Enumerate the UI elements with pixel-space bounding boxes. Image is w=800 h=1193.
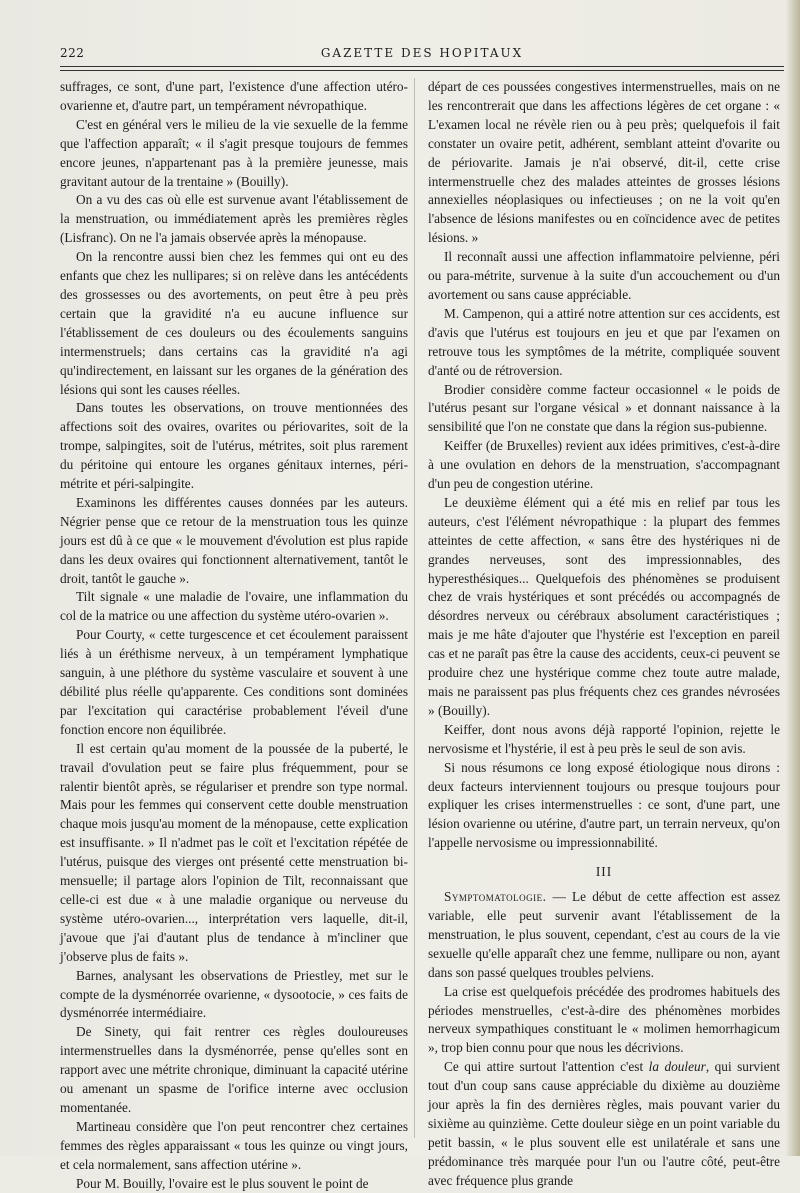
paragraph: Le deuxième élément qui a été mis en relief par tous les auteurs, c'est l'élément névropathique : la plupart des femmes atteintes de cette affection, « sans être des hystériques ni de grandes nerveuses, sont des impressionnables, des hyperesthésiques... Quelquefois des phénomènes se produisent chez de vrais hystériques et sont précédés ou accompagnés de désordres nerveux ou cérébraux absolument caractéristiques ; mais je me hâte d'ajouter que l'hystérie est l'exception en pareil cas et ne paraît pas être la cause des accidents, ceux-ci peuvent se produire chez une hystérique comme chez toute autre malade, mais ne paraissent pas plus fréquents chez ces grandes névrosées » (Bouilly). — [428, 494, 780, 718]
section-heading: Symptomatologie. — [444, 889, 547, 905]
page-header — [60, 46, 784, 64]
paragraph: C'est en général vers le milieu de la vie sexuelle de la femme que l'affection apparaît; « il s'agit presque toujours de femmes encore jeunes, n'appartenant pas à la première jeunesse, mais gravitant autour de la trentaine » (Bouilly). — [60, 116, 408, 189]
page-number: 222 — [60, 46, 85, 60]
paragraph-text: Ce qui attire surtout l'attention c'est — [444, 1059, 649, 1075]
paragraph: La crise est quelquefois précédée des prodromes habituels des périodes menstruelles, c'est-à-dire des phénomènes morbides nerveux sympathiques constituant le « molimen hemorrhagicum », trop bien connu pour que nous les décrivions. — [428, 983, 780, 1056]
paragraph: Pour M. Bouilly, l'ovaire est le plus souvent le point de — [76, 1175, 369, 1191]
paragraph: M. Campenon, qui a attiré notre attention sur ces accidents, est d'avis que l'utérus est toujours en jeu et que par l'examen on retrouve tous les symptômes de la métrite, compliquée souvent d'anté ou de rétroversion. — [428, 305, 780, 378]
paragraph: Il reconnaît aussi une affection inflammatoire pelvienne, péri ou para-métrite, survenue à la suite d'un accouchement ou d'un avortement ou sans cause appréciable. — [428, 249, 780, 302]
paragraph: Tilt signale « une maladie de l'ovaire, une inflammation du col de la matrice ou une affection du système utéro-ovarien ». — [60, 589, 408, 624]
paragraph-text: — Le début de cette affection est assez variable, elle peut survenir avant l'établissement de la menstruation, le plus souvent, cependant, c'est au cours de la vie sexuelle qu'elle apparaît chez une femme, nullipare ou non, ayant dans son passé quelques troubles pelviens. — [428, 889, 780, 980]
paragraph — [428, 1058, 780, 1190]
page-edge — [786, 0, 800, 1156]
paragraph: De Sinety, qui fait rentrer ces règles douloureuses intermenstruelles dans la dysménorrée, pense qu'elles sont en rapport avec une métrite chronique, diminuant la capacité utérine ou amenant un spasme de l'orifice interne avec occlusion momentanée. — [60, 1024, 408, 1115]
column-divider — [414, 78, 415, 1138]
paragraph: Martineau considère que l'on peut rencontrer chez certaines femmes des règles apparaissant « tous les quinze ou vingt jours, et cela normalement, sans affection utérine ». — [60, 1118, 408, 1172]
header-rule-bottom — [60, 70, 784, 71]
paragraph: Si nous résumons ce long exposé étiologique nous dirons : deux facteurs interviennent toujours ou presque toujours pour expliquer les crises intermenstruelles : ce sont, d'une part, une lésion ovarienne ou utérine, d'autre part, un terrain nerveux, qu'on l'appelle nervosisme ou impressionnabilité. — [428, 759, 780, 851]
paragraph-text: , qui survient tout d'un coup sans cause appréciable du dixième au douzième jour après la fin des dernières règles, mais pouvant varier du sixième au quinzième. Cette douleur siège en un point variable du petit bassin, « le plus souvent elle est unilatérale et sans une prédominance très marquée pour l'un ou l'autre côté, peut-être avec fréquence plus grande — [428, 1059, 780, 1188]
paragraph: Dans toutes les observations, on trouve mentionnées des affections soit des ovaires, ovarites ou périovarites, soit de la trompe, salpingites, soit de l'utérus, métrites, soit plus rarement du péritoine qui entoure les organes génitaux internes, péri-métrite et péri-salpingite. — [60, 400, 408, 492]
left-column — [60, 78, 408, 1191]
paragraph: Keiffer (de Bruxelles) revient aux idées primitives, c'est-à-dire à une ovulation en dehors de la menstruation, s'accompagnant d'un peu de congestion utérine. — [428, 438, 780, 492]
paragraph: Barnes, analysant les observations de Priestley, met sur le compte de la dysménorrée ovarienne, « dysootocie, » ces faits de dysménorrée intermédiaire. — [60, 967, 408, 1021]
paragraph: départ de ces poussées congestives intermenstruelles, mais on ne les rencontrerait que dans les affections légères de cet organe : « L'examen local ne révèle rien ou à peu près; quelquefois il fait constater un ovaire petit, adhérent, semblant atteint d'ovarite ou de périovarite. Jamais je n'ai observé, dit-il, cette crise intermenstruelle chez des malades atteintes de grosses lésions annexielles néoplasiques ou infectieuses ; on ne la voit qu'en l'absence de lésions manifestes ou en coïncidence avec de petites lésions. » — [428, 79, 780, 246]
paragraph: On a vu des cas où elle est survenue avant l'établissement de la menstruation, ou immédiatement après les premières règles (Lisfranc). On ne l'a jamais observée après la ménopause. — [60, 192, 408, 246]
paragraph — [428, 888, 780, 983]
paragraph: Examinons les différentes causes données par les auteurs. Négrier pense que ce retour de la menstruation tous les quinze jours est dû à ce que « le mouvement d'évolution est plus rapide dans les deux ovaires qui fonctionnent alternativement, tantôt le droit, tantôt le gauche ». — [60, 494, 408, 586]
paragraph: Pour Courty, « cette turgescence et cet écoulement paraissent liés à un éréthisme nerveux, à un tempérament lymphatique sanguin, à une pléthore du système vasculaire et souvent à une débilité plus réelle qu'apparente. Ces conditions sont dominées par l'excitation qui caractérise probablement l'éveil d'une fonction encore non équilibrée. — [60, 627, 408, 737]
paragraph: Brodier considère comme facteur occasionnel « le poids de l'utérus pesant sur l'organe vésical » et donnant naissance à la sensibilité que l'on ne constate que dans la région sus-pubienne. — [428, 381, 780, 435]
paragraph: Keiffer, dont nous avons déjà rapporté l'opinion, rejette le nervosisme et l'hystérie, il est à peu près le seul de son avis. — [428, 721, 780, 756]
paragraph: Il est certain qu'au moment de la poussée de la puberté, le travail d'ovulation peut se faire plus fréquemment, pour se ralentir bientôt après, se régulariser et prendre son type normal. Mais pour les femmes qui conservent cette double menstruation chaque mois jusqu'au moment de la ménopause, cette explication est insuffisante. » Il n'admet pas le coït et l'excitation répétée de l'utérus, puisque des vierges ont présenté cette menstruation bi-mensuelle; il partage alors l'opinion de Tilt, reconnaissant que celle-ci est due « à une maladie organique ou nerveuse du système utéro-ovarien..., interprétation vers laquelle, dit-il, j'avoue que j'ai d'autant plus de tendance à m'incliner que j'observe plus de faits ». — [60, 740, 408, 964]
paragraph: suffrages, ce sont, d'une part, l'existence d'une affection utéro-ovarienne et, d'autre part, un tempérament névropathique. — [60, 79, 408, 113]
journal-title: GAZETTE DES HOPITAUX — [320, 46, 524, 60]
right-column — [428, 78, 780, 1188]
section-number: III — [595, 864, 613, 880]
emphasized-text: la douleur — [648, 1059, 706, 1075]
header-rule-top — [60, 66, 784, 67]
paragraph: On la rencontre aussi bien chez les femmes qui ont eu des enfants que chez les nullipares; si on relève dans les antécédents des grossesses ou des avortements, on peut être à peu près certain que la gravidité n'a eu aucune influence sur l'établissement de ces douleurs ou des écoulements sanguins intermenstruels; dans certains cas la gravidité n'a agi qu'indirectement, en laissant sur les organes de la génération des lésions qui sont les causes réelles. — [60, 249, 408, 397]
